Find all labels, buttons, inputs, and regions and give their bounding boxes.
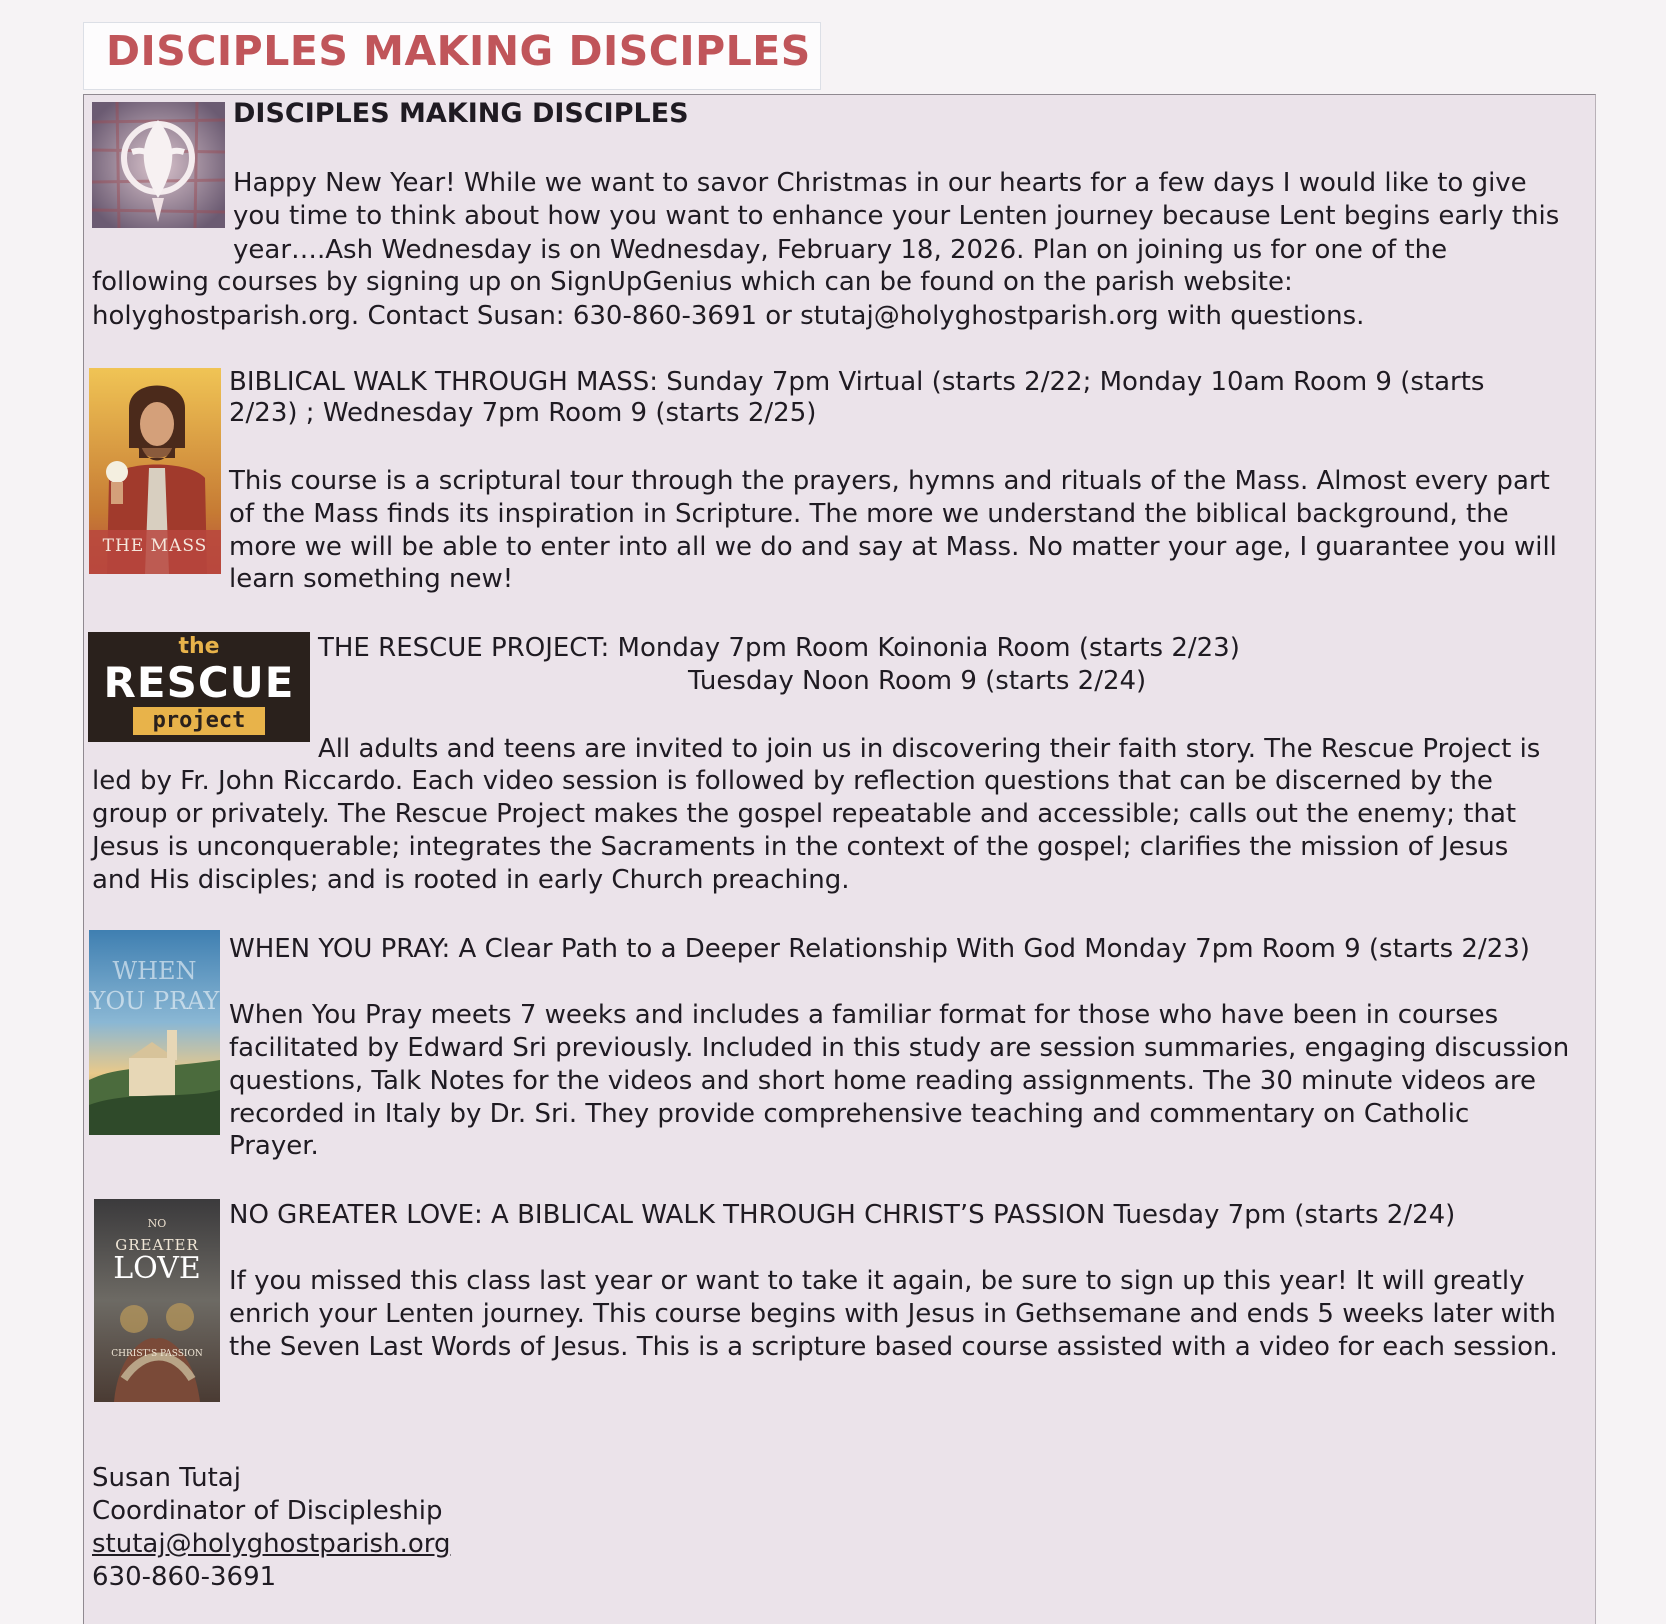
- course-body-line: All adults and teens are invited to join us in discovering their faith story. The Rescue Project is: [318, 734, 1541, 764]
- course-body-line: led by Fr. John Riccardo. Each video session is followed by reflection questions that can be discerned by the: [92, 766, 1493, 796]
- course-title-line: BIBLICAL WALK THROUGH MASS: Sunday 7pm Virtual (starts 2/22; Monday 10am Room 9 (starts: [229, 367, 1485, 397]
- course-title-line: Tuesday Noon Room 9 (starts 2/24): [688, 666, 1147, 696]
- signature-role: Coordinator of Discipleship: [92, 1496, 443, 1526]
- course-body-line: of the Mass finds its inspiration in Scripture. The more we understand the biblical background, the: [229, 499, 1509, 529]
- course-body-line: When You Pray meets 7 weeks and includes a familiar format for those who have been in courses: [229, 1000, 1499, 1030]
- course-body-line: the Seven Last Words of Jesus. This is a scripture based course assisted with a video for each session.: [229, 1332, 1558, 1362]
- cover-subtitle: CHRIST'S PASSION: [111, 1349, 203, 1359]
- intro-line: holyghostparish.org. Contact Susan: 630-860-3691 or stutaj@holyghostparish.org with questions.: [92, 301, 1365, 331]
- title-tab: [83, 22, 821, 90]
- course-title-line: THE RESCUE PROJECT: Monday 7pm Room Koinonia Room (starts 2/23): [318, 633, 1240, 663]
- rescue-project-logo: [88, 632, 310, 742]
- cover-title-greater: GREATER: [115, 1236, 199, 1254]
- course-title-line: NO GREATER LOVE: A BIBLICAL WALK THROUGH CHRIST’S PASSION Tuesday 7pm (starts 2/24): [229, 1200, 1456, 1230]
- course-body-line: facilitated by Edward Sri previously. Included in this study are session summaries, engaging discussion: [229, 1033, 1570, 1063]
- course-body-line: This course is a scriptural tour through the prayers, hymns and rituals of the Mass. Almost every part: [229, 466, 1550, 496]
- logo-project: project: [133, 707, 265, 735]
- signature-email-link[interactable]: stutaj@holyghostparish.org: [92, 1529, 451, 1559]
- dove-icon: [92, 102, 225, 228]
- cover-title-no: NO: [147, 1217, 167, 1230]
- intro-heading: DISCIPLES MAKING DISCIPLES: [233, 98, 689, 129]
- course-body-line: learn something new!: [229, 564, 514, 594]
- intro-line: Happy New Year! While we want to savor Christmas in our hearts for a few days I would like to give: [233, 168, 1527, 198]
- cover-title: THE MASS: [102, 536, 208, 556]
- cover-title: WHEN YOU PRAY: [89, 957, 220, 1015]
- signature-phone: 630-860-3691: [92, 1562, 277, 1592]
- course-body-line: Prayer.: [229, 1131, 319, 1161]
- course-body-line: If you missed this class last year or want to take it again, be sure to sign up this year! It will greatly: [229, 1266, 1525, 1296]
- course-title-line: 2/23) ; Wednesday 7pm Room 9 (starts 2/25): [229, 398, 817, 428]
- course-body-line: and His disciples; and is rooted in early Church preaching.: [92, 865, 850, 895]
- intro-line: year….Ash Wednesday is on Wednesday, February 18, 2026. Plan on joining us for one of the: [233, 235, 1448, 265]
- course-title-line: WHEN YOU PRAY: A Clear Path to a Deeper Relationship With God Monday 7pm Room 9 (starts 2/23): [229, 934, 1530, 964]
- course-body-line: more we will be able to enter into all we do and say at Mass. No matter your age, I guarantee you will: [229, 532, 1557, 562]
- intro-line: following courses by signing up on SignUpGenius which can be found on the parish website:: [92, 267, 1293, 297]
- course-body-line: questions, Talk Notes for the videos and short home reading assignments. The 30 minute videos are: [229, 1066, 1536, 1096]
- when-you-pray-book-cover-image: [89, 930, 220, 1135]
- no-greater-love-book-cover-image: [94, 1199, 220, 1402]
- logo-the: the: [178, 634, 220, 659]
- course-body-line: Jesus is unconquerable; integrates the Sacraments in the context of the gospel; clarifies the mission of Jesus: [92, 832, 1509, 862]
- course-body-line: group or privately. The Rescue Project makes the gospel repeatable and accessible; calls out the enemy; that: [92, 799, 1517, 829]
- cover-title-love: LOVE: [113, 1251, 201, 1286]
- course-body-line: enrich your Lenten journey. This course begins with Jesus in Gethsemane and ends 5 weeks later with: [229, 1299, 1556, 1329]
- logo-rescue: RESCUE: [103, 658, 295, 707]
- the-mass-book-cover-image: [89, 368, 221, 574]
- page-title: DISCIPLES MAKING DISCIPLES: [106, 27, 811, 75]
- signature-name: Susan Tutaj: [92, 1463, 241, 1493]
- course-body-line: recorded in Italy by Dr. Sri. They provide comprehensive teaching and commentary on Catholic: [229, 1099, 1470, 1129]
- intro-line: you time to think about how you want to enhance your Lenten journey because Lent begins early this: [233, 201, 1560, 231]
